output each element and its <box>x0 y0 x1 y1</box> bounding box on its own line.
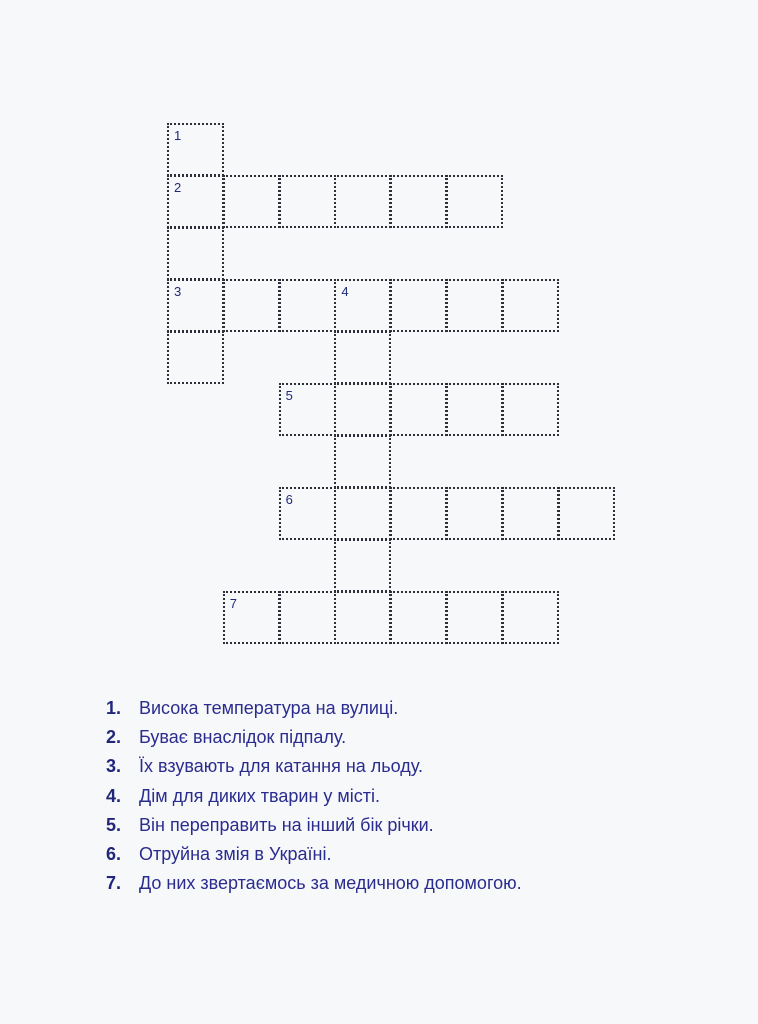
crossword-cell[interactable] <box>167 331 224 384</box>
crossword-cell[interactable] <box>446 175 503 228</box>
clue-text: Він переправить на інший бік річки. <box>139 814 434 835</box>
crossword-cell[interactable] <box>334 435 391 488</box>
clue-number: 6. <box>106 844 122 865</box>
crossword-cell[interactable] <box>279 279 336 332</box>
crossword-cell[interactable] <box>390 591 447 644</box>
crossword-cell[interactable] <box>223 175 280 228</box>
crossword-cell[interactable] <box>390 279 447 332</box>
crossword-cell[interactable] <box>167 123 224 176</box>
crossword-cell[interactable] <box>446 591 503 644</box>
clue-text: Дім для диких тварин у місті. <box>139 785 381 806</box>
clue-number: 3. <box>106 756 122 777</box>
cell-number: 5 <box>285 388 293 403</box>
crossword-cell[interactable] <box>279 383 336 436</box>
cell-number: 3 <box>174 284 182 299</box>
crossword-cell[interactable] <box>334 331 391 384</box>
crossword-cell[interactable] <box>334 279 391 332</box>
clue-number: 4. <box>106 785 122 806</box>
clue-item <box>106 694 522 723</box>
clue-item <box>106 811 522 840</box>
clue-number: 2. <box>106 727 122 748</box>
crossword-cell[interactable] <box>390 175 447 228</box>
crossword-cell[interactable] <box>334 175 391 228</box>
clue-item <box>106 752 522 781</box>
cell-number: 7 <box>229 596 238 611</box>
clue-item <box>106 723 522 752</box>
clue-number: 1. <box>106 698 122 719</box>
clue-item <box>106 840 522 869</box>
crossword-cell[interactable] <box>279 591 336 644</box>
cell-number: 2 <box>174 180 182 195</box>
crossword-cell[interactable] <box>223 279 280 332</box>
clue-text: До них звертаємось за медичною допомогою. <box>139 873 522 894</box>
crossword-cell[interactable] <box>446 383 503 436</box>
clue-text: Отруйна змія в Україні. <box>139 844 332 865</box>
crossword-cell[interactable] <box>167 227 224 280</box>
clue-item <box>106 869 522 898</box>
clue-text: Їх взувають для катання на льоду. <box>139 756 423 777</box>
crossword-cell[interactable] <box>167 175 224 228</box>
crossword-cell[interactable] <box>334 591 391 644</box>
crossword-cell[interactable] <box>390 383 447 436</box>
cell-number: 1 <box>174 128 182 143</box>
crossword-cell[interactable] <box>502 487 559 540</box>
crossword-cell[interactable] <box>502 591 559 644</box>
crossword-cell[interactable] <box>279 175 336 228</box>
crossword-cell[interactable] <box>390 487 447 540</box>
clue-number: 7. <box>106 873 122 894</box>
clue-list <box>106 694 522 898</box>
crossword-cell[interactable] <box>558 487 615 540</box>
cell-number: 6 <box>285 492 293 507</box>
crossword-cell[interactable] <box>502 279 559 332</box>
crossword-cell[interactable] <box>446 279 503 332</box>
clue-text: Буває внаслідок підпалу. <box>139 727 347 748</box>
crossword-cell[interactable] <box>334 383 391 436</box>
crossword-cell[interactable] <box>502 383 559 436</box>
crossword-cell[interactable] <box>167 279 224 332</box>
crossword-cell[interactable] <box>334 487 391 540</box>
crossword-cell[interactable] <box>334 539 391 592</box>
crossword-cell[interactable] <box>279 487 336 540</box>
clue-text: Висока температура на вулиці. <box>139 698 399 719</box>
clue-item <box>106 782 522 811</box>
clue-number: 5. <box>106 814 122 835</box>
cell-number: 4 <box>341 284 349 299</box>
crossword-cell[interactable] <box>223 591 280 644</box>
crossword-cell[interactable] <box>446 487 503 540</box>
